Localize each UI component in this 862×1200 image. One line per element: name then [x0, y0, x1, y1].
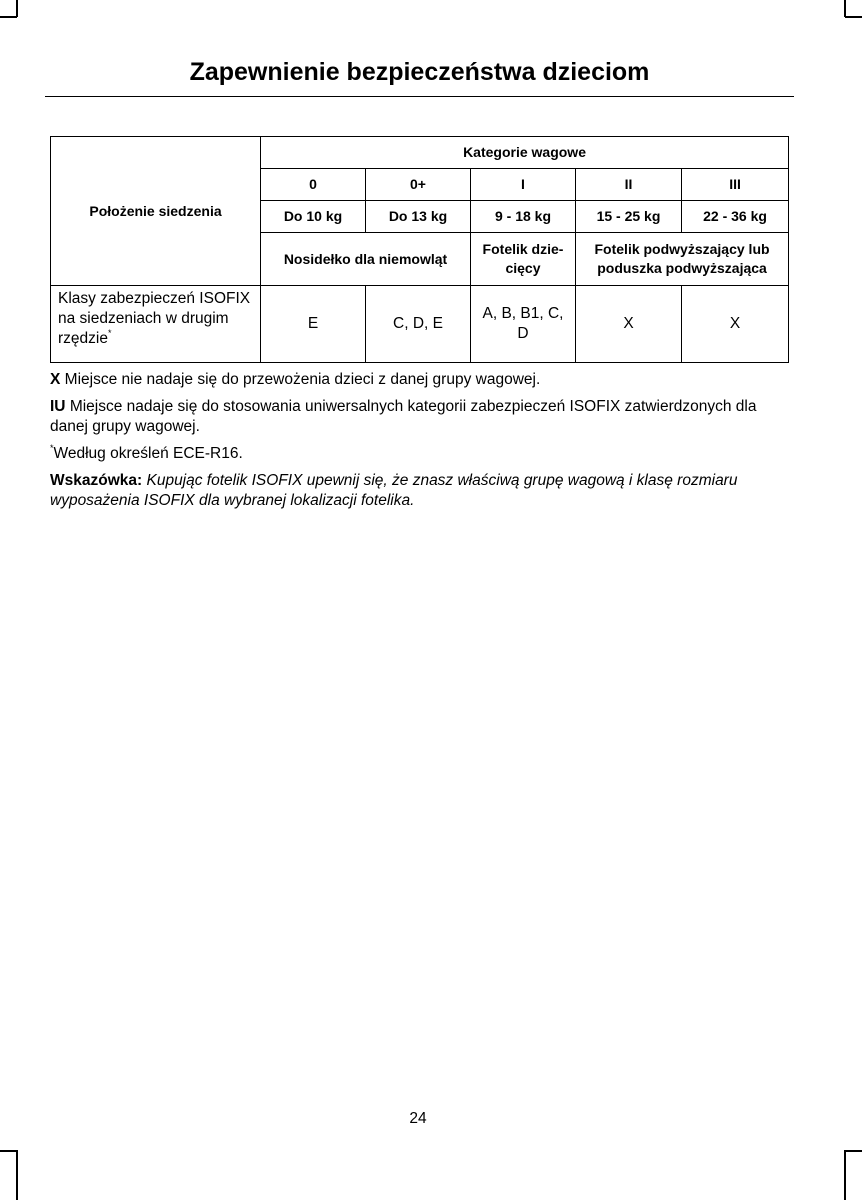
page-number: 24: [409, 1110, 427, 1127]
weight-range: Do 13 kg: [366, 201, 471, 233]
group-header: 0: [261, 169, 366, 201]
hint-label: Wskazówka:: [50, 472, 143, 489]
seat-position-header: Położenie siedzenia: [51, 137, 261, 286]
isofix-row-label: [51, 286, 261, 363]
crop-mark-top-left: [0, 16, 17, 18]
isofix-value: X: [682, 286, 789, 363]
isofix-value: C, D, E: [366, 286, 471, 363]
infant-carrier-label: Nosidełko dla niemowląt: [261, 233, 471, 286]
note-iu-key: IU: [50, 398, 66, 415]
footnote: [50, 444, 790, 464]
footnote-text: Według określeń ECE-R16.: [53, 445, 243, 462]
isofix-table: [50, 136, 789, 363]
weight-range: Do 10 kg: [261, 201, 366, 233]
crop-mark-bottom-right: [845, 1150, 862, 1152]
note-iu-text: Miejsce nadaje się do stosowania uniwersalnych kategorii zabezpieczeń ISOFIX zatwierdzonych dla danej grupy wagowej.: [50, 398, 757, 435]
note-x-key: X: [50, 371, 61, 388]
group-header: I: [471, 169, 576, 201]
note-x-text: Miejsce nie nadaje się do przewożenia dzieci z danej grupy wagowej.: [64, 371, 541, 388]
crop-mark-top-right: [844, 0, 846, 17]
isofix-row-label-text: Klasy zabezpieczeń ISOFIX na siedzeniach w drugim rzędzie: [58, 290, 251, 347]
isofix-value: X: [576, 286, 682, 363]
weight-categories-header: Kategorie wagowe: [261, 137, 789, 169]
isofix-value: E: [261, 286, 366, 363]
note-iu: [50, 397, 790, 437]
hint: [50, 471, 790, 511]
crop-mark-bottom-left: [0, 1150, 17, 1152]
footnote-marker: *: [107, 328, 112, 338]
hint-text: Kupując fotelik ISOFIX upewnij się, że znasz właściwą grupę wagową i klasę rozmiaru wyposażenia ISOFIX dla wybranej lokalizacji fotelika.: [50, 472, 738, 509]
booster-seat-label: Fotelik podwyższający lub poduszka podwyższająca: [576, 233, 789, 286]
crop-mark-bottom-left: [16, 1150, 18, 1200]
weight-range: 15 - 25 kg: [576, 201, 682, 233]
footnote-marker: *: [50, 443, 54, 453]
weight-range: 9 - 18 kg: [471, 201, 576, 233]
child-seat-label: Fotelik dzie-cięcy: [471, 233, 576, 286]
weight-range: 22 - 36 kg: [682, 201, 789, 233]
crop-mark-bottom-right: [844, 1150, 846, 1200]
group-header: 0+: [366, 169, 471, 201]
group-header: II: [576, 169, 682, 201]
isofix-value: A, B, B1, C, D: [471, 286, 576, 363]
page-title: Zapewnienie bezpieczeństwa dzieciom: [189, 58, 650, 86]
title-divider: [45, 96, 794, 97]
crop-mark-top-right: [845, 16, 862, 18]
notes: [50, 370, 790, 518]
note-x: [50, 370, 790, 390]
group-header: III: [682, 169, 789, 201]
crop-mark-top-left: [16, 0, 18, 17]
